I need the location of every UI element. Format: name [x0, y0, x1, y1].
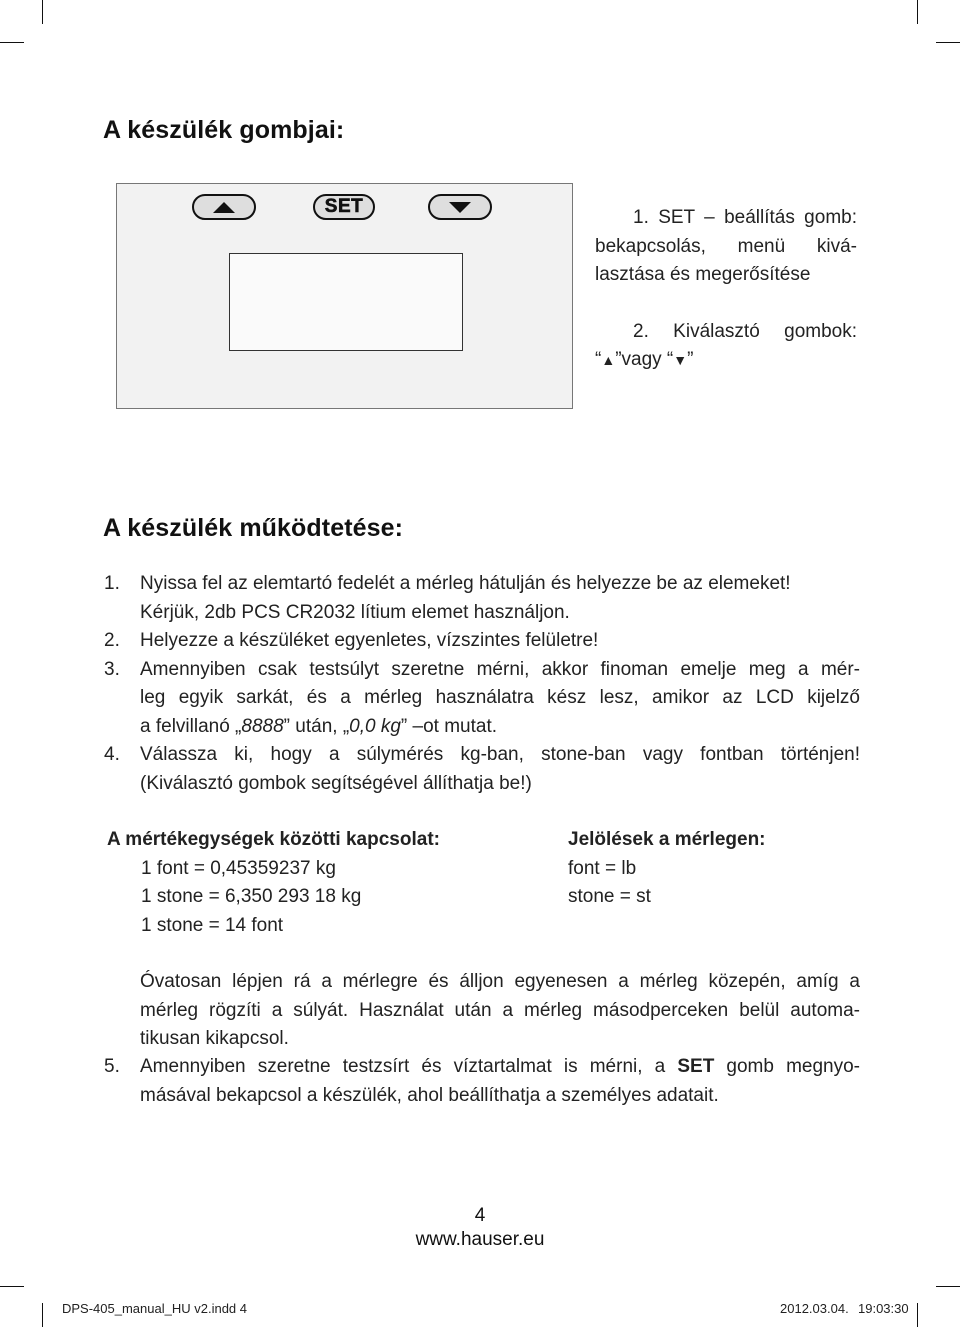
- list-item: [104, 741, 860, 798]
- step-5: [104, 1053, 860, 1110]
- units-conversion: [107, 826, 440, 940]
- up-button: [192, 194, 256, 220]
- lcd-value-zero: 0,0 kg: [349, 715, 401, 737]
- page-number: 4: [474, 1205, 486, 1226]
- conversion-row: 1 stone = 14 font: [141, 914, 284, 936]
- list-item: [104, 1053, 860, 1110]
- caution-line: mérleg rögzíti a súlyát. Használat után a mérleg másodperceken belül automa-: [140, 999, 860, 1021]
- triangle-up-icon: ▲: [601, 352, 616, 368]
- set-label: SET: [324, 196, 364, 217]
- crop-mark: [42, 1303, 43, 1327]
- crop-mark: [917, 0, 918, 24]
- step-text: leg egyik sarkát, és a mérleg használatra kész lesz, amikor az LCD kijelző: [140, 687, 860, 708]
- step-text: Helyezze a készüléket egyenletes, vízszintes felületre!: [140, 630, 599, 651]
- operation-heading: A készülék működtetése:: [103, 514, 404, 542]
- step-number: 5.: [104, 1056, 120, 1077]
- notation-row: font = lb: [568, 857, 637, 879]
- device-illustration: [116, 183, 573, 409]
- crop-mark: [0, 42, 24, 43]
- conversion-row: 1 stone = 6,350 293 18 kg: [141, 886, 362, 907]
- crop-mark: [936, 42, 960, 43]
- step-number: 2.: [104, 630, 120, 651]
- select-buttons-desc-line: “▲”vagy “▼”: [595, 349, 694, 370]
- step-number: 3.: [104, 658, 120, 680]
- operation-steps: [104, 570, 860, 798]
- set-button-desc-line: 1. SET – beállítás gomb:: [633, 207, 857, 228]
- step-number: 4.: [104, 744, 120, 765]
- lcd-value-8888: 8888: [241, 715, 284, 737]
- set-button-desc-line: lasztása és megerősítése: [595, 264, 811, 285]
- print-file-name: DPS-405_manual_HU v2.indd 4: [62, 1301, 247, 1316]
- notation-row: stone = st: [568, 886, 651, 907]
- crop-mark: [917, 1303, 918, 1327]
- website: www.hauser.eu: [415, 1229, 545, 1250]
- list-item: [104, 627, 860, 656]
- list-item: [104, 656, 860, 742]
- crop-mark: [936, 1286, 960, 1287]
- step-text: a felvillanó „8888” után, „0,0 kg” –ot mutat.: [140, 715, 498, 737]
- triangle-down-icon: ▼: [673, 352, 688, 368]
- step-text: másával bekapcsol a készülék, ahol beállíthatja a személyes adatait.: [140, 1084, 719, 1106]
- conversion-row: 1 font = 0,45359237 kg: [141, 857, 336, 879]
- step-text: (Kiválasztó gombok segítségével állíthatja be!): [140, 772, 532, 794]
- buttons-description: [595, 204, 857, 375]
- units-heading: A mértékegységek közötti kapcsolat:: [107, 829, 440, 850]
- buttons-heading: A készülék gombjai:: [103, 116, 345, 144]
- step-number: 1.: [104, 573, 120, 594]
- triangle-up-icon: [194, 196, 254, 218]
- list-item: [104, 570, 860, 627]
- set-keyword: SET: [677, 1056, 715, 1077]
- step-text: Amennyiben csak testsúlyt szeretne mérni, akkor finoman emelje meg a mér-: [140, 658, 860, 680]
- select-buttons-desc-line: 2. Kiválasztó gombok:: [633, 320, 857, 342]
- scale-notation: [568, 826, 766, 912]
- caution-line: Óvatosan lépjen rá a mérlegre és álljon egyenesen a mérleg közepén, amíg a: [140, 971, 860, 992]
- set-button: [313, 194, 375, 220]
- notation-heading: Jelölések a mérlegen:: [568, 829, 766, 850]
- step-text: Nyissa fel az elemtartó fedelét a mérleg hátulján és helyezze be az elemeket!: [140, 573, 791, 594]
- step-text: Kérjük, 2db PCS CR2032 lítium elemet használjon.: [140, 601, 570, 623]
- lcd-display: [229, 253, 463, 351]
- set-button-desc-line: bekapcsolás, menü kivá-: [595, 235, 857, 257]
- crop-mark: [0, 1286, 24, 1287]
- step-text: Amennyiben szeretne testzsírt és víztartalmat is mérni, a SET gomb megnyo-: [140, 1056, 860, 1077]
- step-text: Válassza ki, hogy a súlymérés kg-ban, stone-ban vagy fontban történjen!: [140, 744, 860, 765]
- triangle-down-icon: [430, 196, 490, 218]
- caution-paragraph: [140, 968, 860, 1054]
- print-date: 2012.03.04.: [780, 1301, 849, 1316]
- crop-mark: [42, 0, 43, 24]
- caution-line: tikusan kikapcsol.: [140, 1028, 289, 1049]
- print-time: 19:03:30: [858, 1301, 909, 1316]
- down-button: [428, 194, 492, 220]
